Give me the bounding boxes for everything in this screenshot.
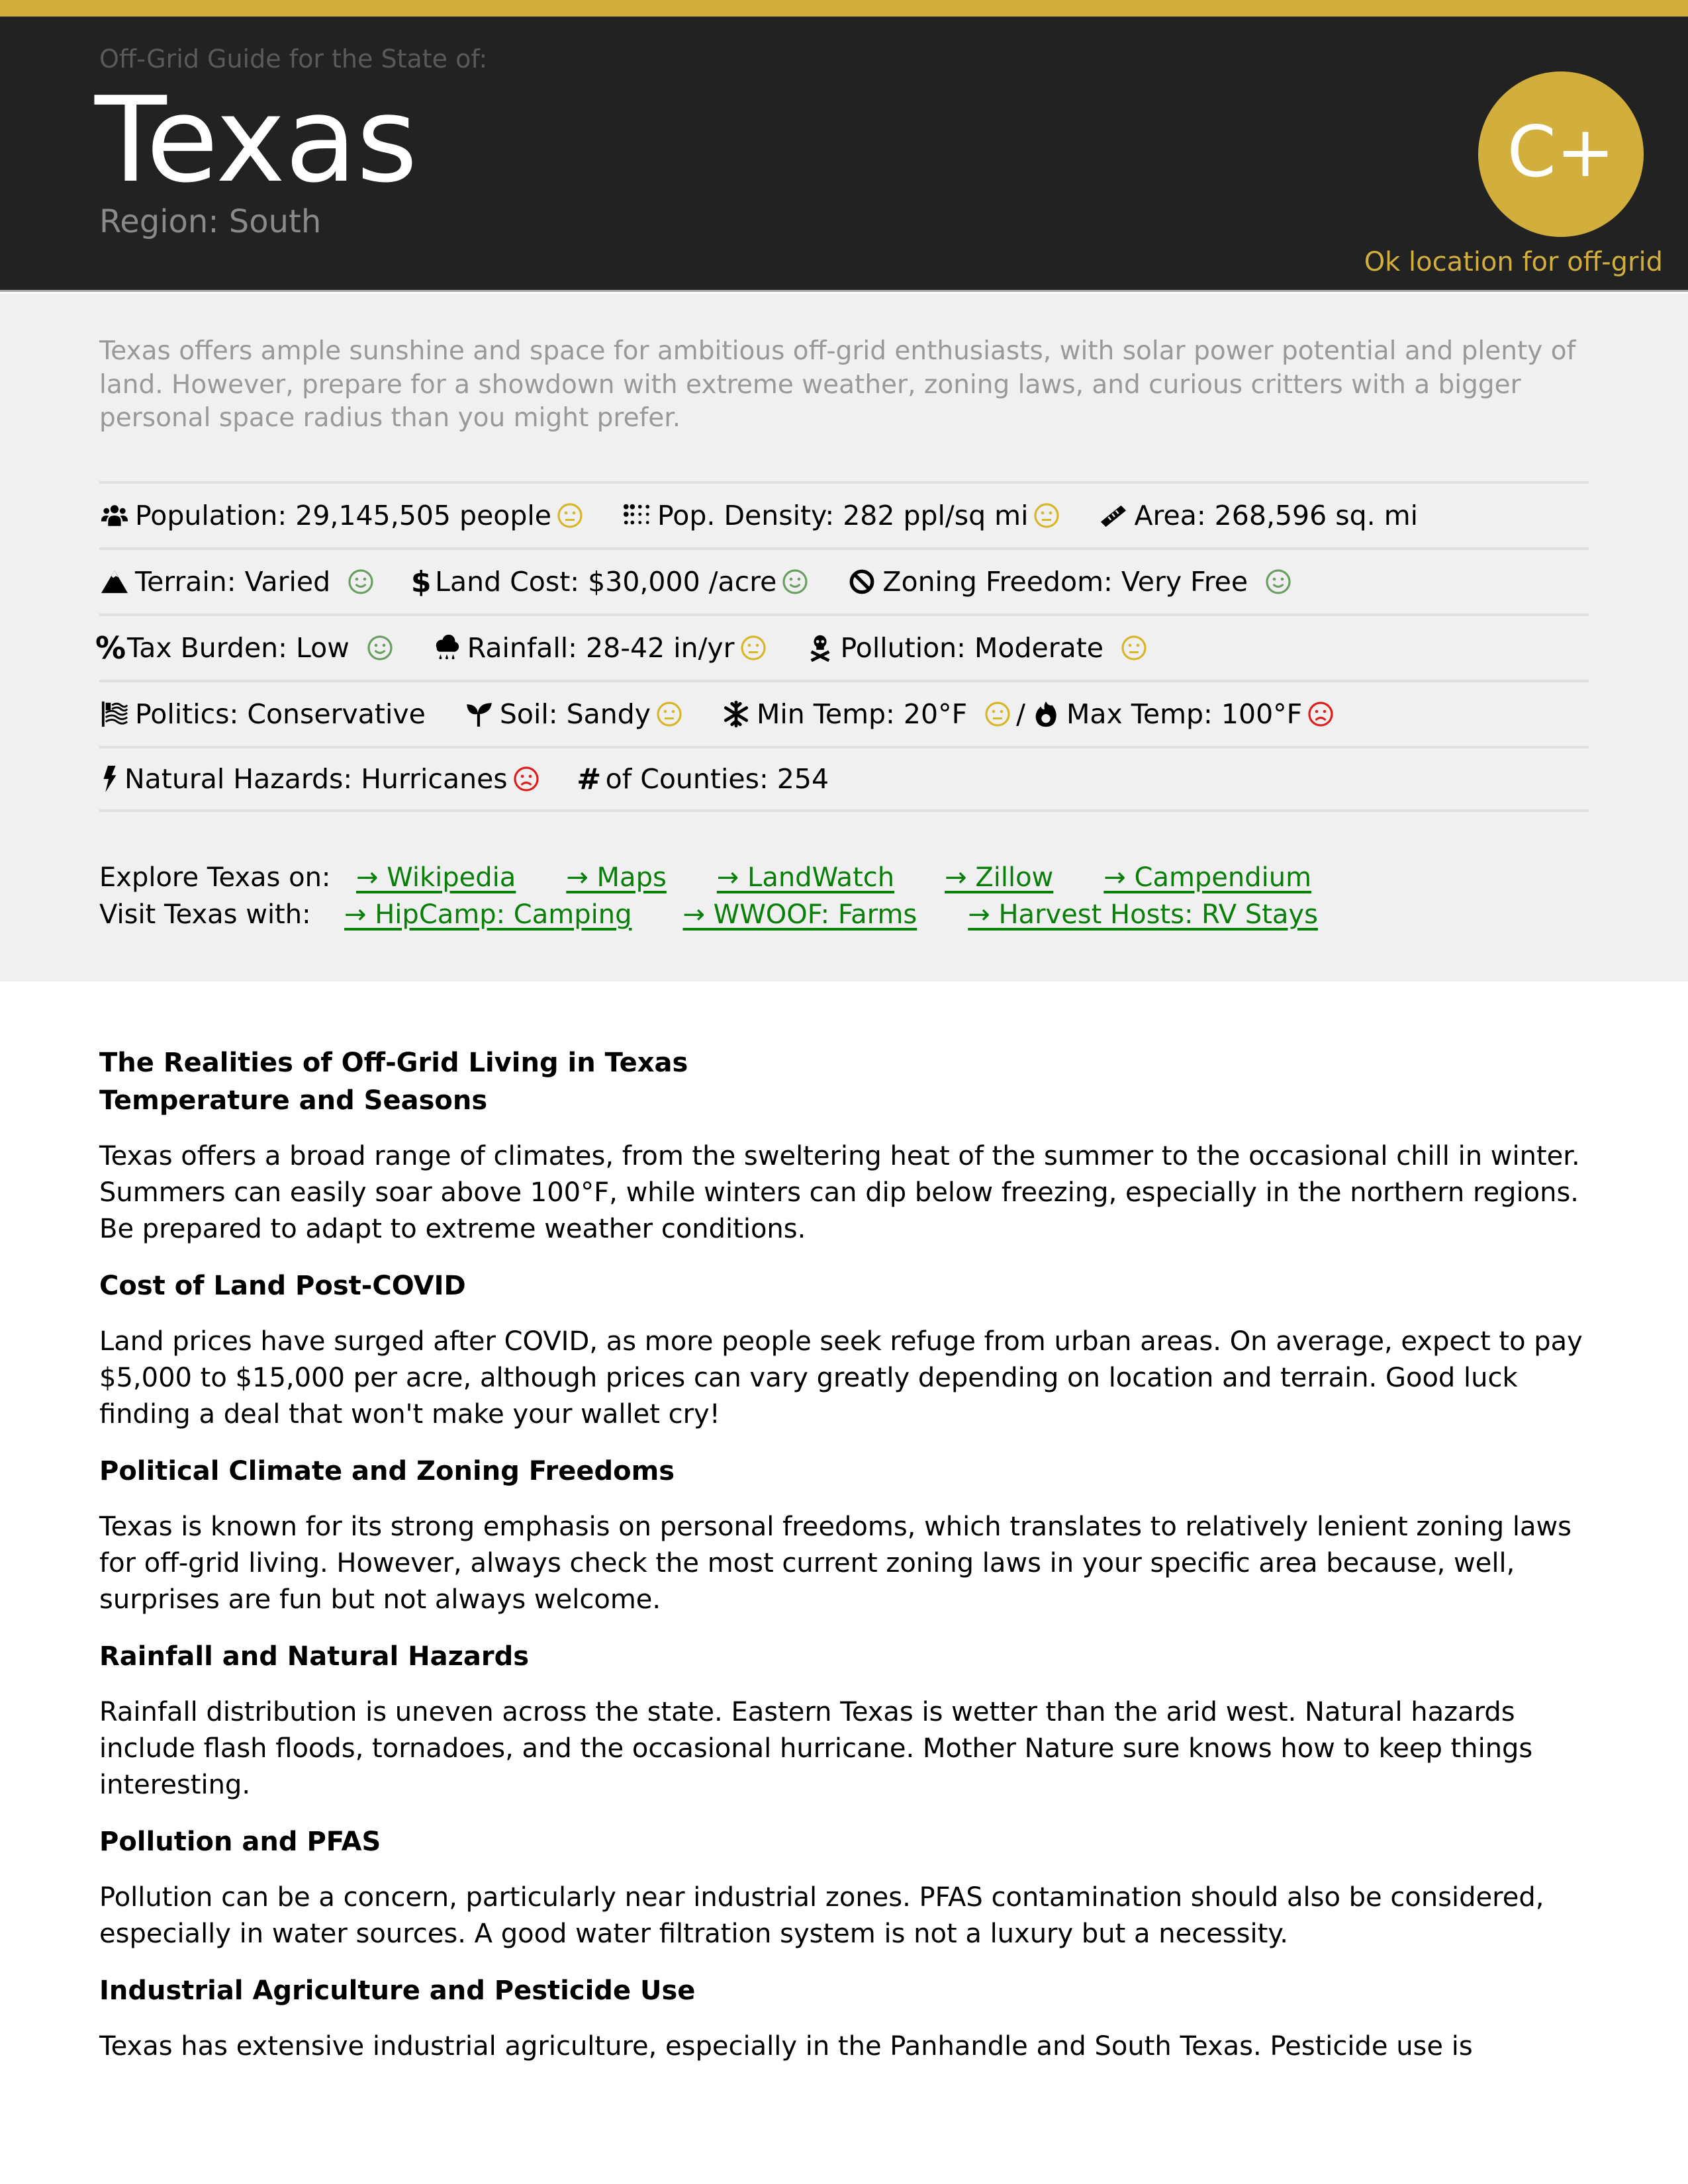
ruler-icon bbox=[1098, 500, 1129, 531]
cloud-rain-icon bbox=[432, 633, 462, 663]
stat-row bbox=[99, 746, 1589, 812]
sad-face-icon bbox=[1307, 701, 1334, 727]
neutral-face-icon bbox=[557, 502, 583, 529]
neutral-face-icon bbox=[656, 701, 682, 727]
link-wwoof[interactable]: → WWOOF: Farms bbox=[682, 899, 917, 930]
happy-face-icon bbox=[782, 569, 808, 595]
section-body: Rainfall distribution is uneven across the state. Eastern Texas is wetter than the arid west. Natural hazards include flash floods, tornadoes, and the occasional hurricane. Mother Nature sure knows how to keep things interesting. bbox=[99, 1697, 1533, 1800]
stat-area-text: Area: 268,596 sq. mi bbox=[1134, 500, 1419, 531]
braille-dots-icon bbox=[622, 500, 652, 531]
neutral-face-icon bbox=[1121, 635, 1147, 661]
stat-terrain bbox=[99, 566, 374, 598]
ban-icon bbox=[847, 567, 877, 597]
stat-hazards bbox=[99, 763, 539, 795]
stat-pollution-text: Pollution: Moderate bbox=[840, 632, 1104, 664]
stat-row bbox=[99, 481, 1589, 547]
stat-tax bbox=[95, 630, 393, 666]
flag-icon bbox=[99, 699, 130, 729]
neutral-face-icon bbox=[740, 635, 767, 661]
stat-land-cost bbox=[412, 566, 808, 598]
section-heading: Rainfall and Natural Hazards bbox=[99, 1641, 530, 1672]
stats-grid bbox=[95, 481, 1589, 812]
stat-terrain-text: Terrain: Varied bbox=[135, 566, 331, 598]
stat-politics-text: Politics: Conservative bbox=[135, 698, 426, 730]
grade-badge bbox=[1478, 71, 1644, 237]
stat-max-temp bbox=[1031, 698, 1334, 730]
link-wikipedia[interactable]: → Wikipedia bbox=[356, 862, 516, 893]
fire-icon bbox=[1031, 699, 1061, 729]
section-body: Texas offers a broad range of climates, from the sweltering heat of the summer to the occasional chill in winter. Summers can easily soar above 100°F, while winters can dip below freezing, especially in the northern regions. Be prepared to adapt to extreme weather conditions. bbox=[99, 1141, 1580, 1244]
external-links bbox=[99, 859, 1369, 933]
stat-zoning-text: Zoning Freedom: Very Free bbox=[882, 566, 1248, 598]
bolt-icon bbox=[99, 764, 119, 794]
grade-caption: Ok location for off-grid bbox=[1364, 247, 1663, 277]
stat-population-text: Population: 29,145,505 people bbox=[135, 500, 552, 531]
stat-density-text: Pop. Density: 282 ppl/sq mi bbox=[657, 500, 1029, 531]
dollar-icon: $ bbox=[410, 565, 432, 599]
link-campendium[interactable]: → Campendium bbox=[1103, 862, 1312, 893]
hashtag-icon: # bbox=[577, 762, 602, 796]
section-body: Pollution can be a concern, particularly near industrial zones. PFAS contamination should also be considered, especially in water sources. A good water filtration system is not a luxury but a necessity. bbox=[99, 1882, 1544, 1949]
link-maps[interactable]: → Maps bbox=[566, 862, 667, 893]
stat-density bbox=[622, 500, 1060, 531]
temp-separator: / bbox=[1016, 698, 1025, 730]
stat-land-cost-text: Land Cost: $30,000 /acre bbox=[435, 566, 777, 598]
stat-counties bbox=[578, 763, 829, 795]
explore-links-row bbox=[99, 859, 1369, 896]
happy-face-icon bbox=[348, 569, 374, 595]
mountain-icon bbox=[99, 567, 130, 597]
article-title: The Realities of Off-Grid Living in Texas bbox=[99, 1048, 688, 1078]
section-body: Land prices have surged after COVID, as more people seek refuge from urban areas. On average, expect to pay $5,000 to $15,000 per acre, although prices can vary greatly depending on location and terrain. Good luck finding a deal that won't make your wallet cry! bbox=[99, 1326, 1583, 1430]
stat-rainfall bbox=[432, 632, 767, 664]
users-icon bbox=[99, 500, 130, 531]
section-heading: Temperature and Seasons bbox=[99, 1085, 488, 1116]
region-label: Region: South bbox=[99, 203, 322, 240]
section-heading: Political Climate and Zoning Freedoms bbox=[99, 1456, 675, 1486]
section-heading: Industrial Agriculture and Pesticide Use bbox=[99, 1976, 696, 2006]
link-landwatch[interactable]: → LandWatch bbox=[716, 862, 895, 893]
stat-area bbox=[1098, 500, 1418, 531]
stat-row bbox=[95, 614, 1589, 680]
link-hipcamp[interactable]: → HipCamp: Camping bbox=[344, 899, 632, 930]
stat-pollution bbox=[805, 632, 1148, 664]
stat-hazards-text: Natural Hazards: Hurricanes bbox=[124, 763, 508, 795]
stat-politics bbox=[99, 698, 426, 730]
stat-soil-text: Soil: Sandy bbox=[499, 698, 651, 730]
skull-crossbones-icon bbox=[805, 633, 835, 663]
stat-soil bbox=[464, 698, 682, 730]
page-title: Texas bbox=[95, 71, 418, 208]
happy-face-icon bbox=[367, 635, 393, 661]
header-kicker: Off-Grid Guide for the State of: bbox=[99, 44, 488, 73]
page-header bbox=[0, 17, 1688, 292]
section-body: Texas has extensive industrial agriculture, especially in the Panhandle and South Texas. Pesticide use is bbox=[99, 2031, 1473, 2062]
stat-row bbox=[99, 680, 1589, 746]
stat-min-temp bbox=[721, 698, 1031, 730]
stat-min-temp-text: Min Temp: 20°F bbox=[757, 698, 968, 730]
neutral-face-icon bbox=[984, 701, 1011, 727]
section-heading: Pollution and PFAS bbox=[99, 1827, 381, 1857]
stat-population bbox=[99, 500, 583, 531]
sad-face-icon bbox=[513, 766, 539, 792]
neutral-face-icon bbox=[1033, 502, 1060, 529]
stat-max-temp-text: Max Temp: 100°F bbox=[1066, 698, 1303, 730]
stat-zoning bbox=[847, 566, 1291, 598]
section-heading: Cost of Land Post-COVID bbox=[99, 1271, 466, 1301]
grade-letter: C+ bbox=[1507, 111, 1615, 193]
section-body: Texas is known for its strong emphasis on personal freedoms, which translates to relatively lenient zoning laws for off-grid living. However, always check the most current zoning laws in your specific area because, well, surprises are fun but not always welcome. bbox=[99, 1512, 1572, 1615]
visit-links-row bbox=[99, 896, 1369, 933]
snowflake-icon bbox=[721, 699, 751, 729]
summary-blurb: Texas offers ample sunshine and space for ambitious off-grid enthusiasts, with solar power potential and plenty of land. However, prepare for a showdown with extreme weather, zoning laws, and curious critters with a bigger personal space radius than you might prefer. bbox=[99, 336, 1576, 433]
top-accent-bar bbox=[0, 0, 1688, 17]
link-harvest-hosts[interactable]: → Harvest Hosts: RV Stays bbox=[968, 899, 1318, 930]
seedling-icon bbox=[464, 699, 494, 729]
happy-face-icon bbox=[1265, 569, 1291, 595]
article-body bbox=[99, 1044, 1602, 2065]
stat-rainfall-text: Rainfall: 28-42 in/yr bbox=[467, 632, 735, 664]
percent-icon: % bbox=[95, 630, 126, 666]
stat-row bbox=[99, 547, 1589, 614]
explore-label: Explore Texas on: bbox=[99, 862, 331, 893]
link-zillow[interactable]: → Zillow bbox=[945, 862, 1054, 893]
summary-panel bbox=[0, 294, 1688, 981]
stat-tax-text: Tax Burden: Low bbox=[127, 632, 350, 664]
stat-counties-text: of Counties: 254 bbox=[605, 763, 829, 795]
visit-label: Visit Texas with: bbox=[99, 899, 311, 930]
